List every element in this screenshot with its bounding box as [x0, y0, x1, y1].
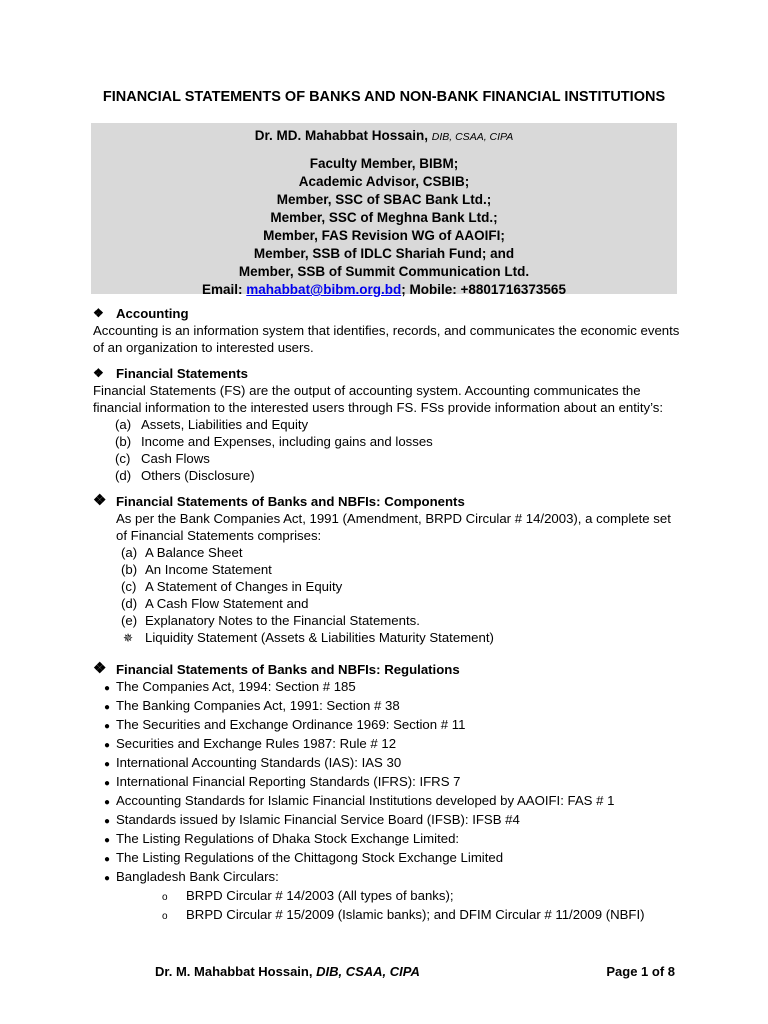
section-heading-regulations: ❖ Financial Statements of Banks and NBFIs: Regulations — [93, 660, 460, 677]
list-item: ● The Banking Companies Act, 1991: Section # 38 — [93, 697, 683, 716]
dot-bullet-icon: ● — [104, 702, 111, 713]
diamond-bullet-icon: ❖ — [93, 660, 107, 677]
list-item: ● The Securities and Exchange Ordinance 1969: Section # 11 — [93, 716, 683, 735]
section-heading-financial-statements: ❖ Financial Statements — [93, 366, 248, 381]
list-item: ● Standards issued by Islamic Financial Service Board (IFSB): IFSB #4 — [93, 811, 683, 830]
author-role: Member, FAS Revision WG of AAOIFI; — [263, 228, 505, 243]
dot-bullet-icon: ● — [104, 797, 111, 808]
list-item: ● Accounting Standards for Islamic Financial Institutions developed by AAOIFI: FAS # 1 — [93, 792, 683, 811]
section-heading-components: ❖ Financial Statements of Banks and NBFIs: Components — [93, 492, 465, 509]
sub-list-item: o BRPD Circular # 15/2009 (Islamic banks); and DFIM Circular # 11/2009 (NBFI) — [93, 906, 683, 925]
author-role: Faculty Member, BIBM; — [309, 156, 459, 171]
document-body — [93, 305, 683, 925]
list-item: (c) Cash Flows — [115, 451, 210, 466]
document-title: FINANCIAL STATEMENTS OF BANKS AND NON-BANK FINANCIAL INSTITUTIONS — [102, 89, 666, 105]
list-item: ✵ Liquidity Statement (Assets & Liabilities Maturity Statement) — [123, 630, 494, 645]
star-bullet-icon: ✵ — [123, 631, 134, 645]
author-info-box — [91, 123, 677, 297]
dot-bullet-icon: ● — [104, 778, 111, 789]
contact-line — [91, 281, 677, 299]
list-item: (e) Explanatory Notes to the Financial Statements. — [121, 613, 420, 628]
list-item: (d) Others (Disclosure) — [115, 468, 255, 483]
author-role: Member, SSB of IDLC Shariah Fund; and — [253, 246, 515, 261]
footer-author: Dr. M. Mahabbat Hossain, DIB, CSAA, CIPA — [155, 964, 420, 979]
list-item: (b) Income and Expenses, including gains and losses — [115, 434, 433, 449]
components-paragraph: As per the Bank Companies Act, 1991 (Amendment, BRPD Circular # 14/2003), a complete set of Financial Statements comprises: — [116, 511, 671, 543]
circle-bullet-icon: o — [162, 911, 168, 922]
diamond-bullet-icon: ❖ — [93, 306, 104, 320]
mobile-text: ; Mobile: +8801716373565 — [401, 282, 566, 297]
dot-bullet-icon: ● — [104, 683, 111, 694]
diamond-bullet-icon: ❖ — [93, 492, 107, 509]
dot-bullet-icon: ● — [104, 721, 111, 732]
list-item: (b) An Income Statement — [121, 562, 272, 577]
diamond-bullet-icon: ❖ — [93, 366, 104, 380]
page-number: Page 1 of 8 — [606, 964, 675, 979]
list-item: ● International Financial Reporting Standards (IFRS): IFRS 7 — [93, 773, 683, 792]
author-name: Dr. MD. Mahabbat Hossain, — [254, 128, 428, 143]
author-role: Member, SSB of Summit Communication Ltd. — [238, 264, 530, 279]
list-item: (d) A Cash Flow Statement and — [121, 596, 309, 611]
list-item: ● International Accounting Standards (IAS): IAS 30 — [93, 754, 683, 773]
email-label: Email: — [202, 282, 247, 297]
dot-bullet-icon: ● — [104, 873, 111, 884]
author-name-line — [91, 127, 677, 146]
author-role: Member, SSC of SBAC Bank Ltd.; — [276, 192, 492, 207]
list-item: ● The Listing Regulations of the Chittagong Stock Exchange Limited — [93, 849, 683, 868]
author-roles — [91, 155, 677, 299]
circle-bullet-icon: o — [162, 892, 168, 903]
dot-bullet-icon: ● — [104, 854, 111, 865]
author-role: Member, SSC of Meghna Bank Ltd.; — [270, 210, 498, 225]
dot-bullet-icon: ● — [104, 816, 111, 827]
financial-statements-paragraph: Financial Statements (FS) are the output of accounting system. Accounting communicates the financial information to the interested users through FS. FSs provide information about an entity’s: — [93, 383, 664, 415]
list-item: ● The Listing Regulations of Dhaka Stock Exchange Limited: — [93, 830, 683, 849]
sub-list-item: o BRPD Circular # 14/2003 (All types of banks); — [93, 887, 683, 906]
list-item: (c) A Statement of Changes in Equity — [121, 579, 343, 594]
list-item: (a) A Balance Sheet — [121, 545, 243, 560]
email-link[interactable]: mahabbat@bibm.org.bd — [246, 282, 402, 297]
section-heading-accounting: ❖ Accounting — [93, 306, 189, 321]
dot-bullet-icon: ● — [104, 740, 111, 751]
list-item: ● The Companies Act, 1994: Section # 185 — [93, 678, 683, 697]
list-item: ● Securities and Exchange Rules 1987: Rule # 12 — [93, 735, 683, 754]
accounting-paragraph: Accounting is an information system that identifies, records, and communicates the economic events of an organization to interested users. — [93, 323, 680, 355]
dot-bullet-icon: ● — [104, 835, 111, 846]
list-item: (a) Assets, Liabilities and Equity — [115, 417, 309, 432]
dot-bullet-icon: ● — [104, 759, 111, 770]
author-role: Academic Advisor, CSBIB; — [298, 174, 470, 189]
author-credentials: DIB, CSAA, CIPA — [431, 131, 514, 143]
footer-credentials: DIB, CSAA, CIPA — [316, 964, 420, 979]
list-item: ● Bangladesh Bank Circulars: — [93, 868, 683, 887]
